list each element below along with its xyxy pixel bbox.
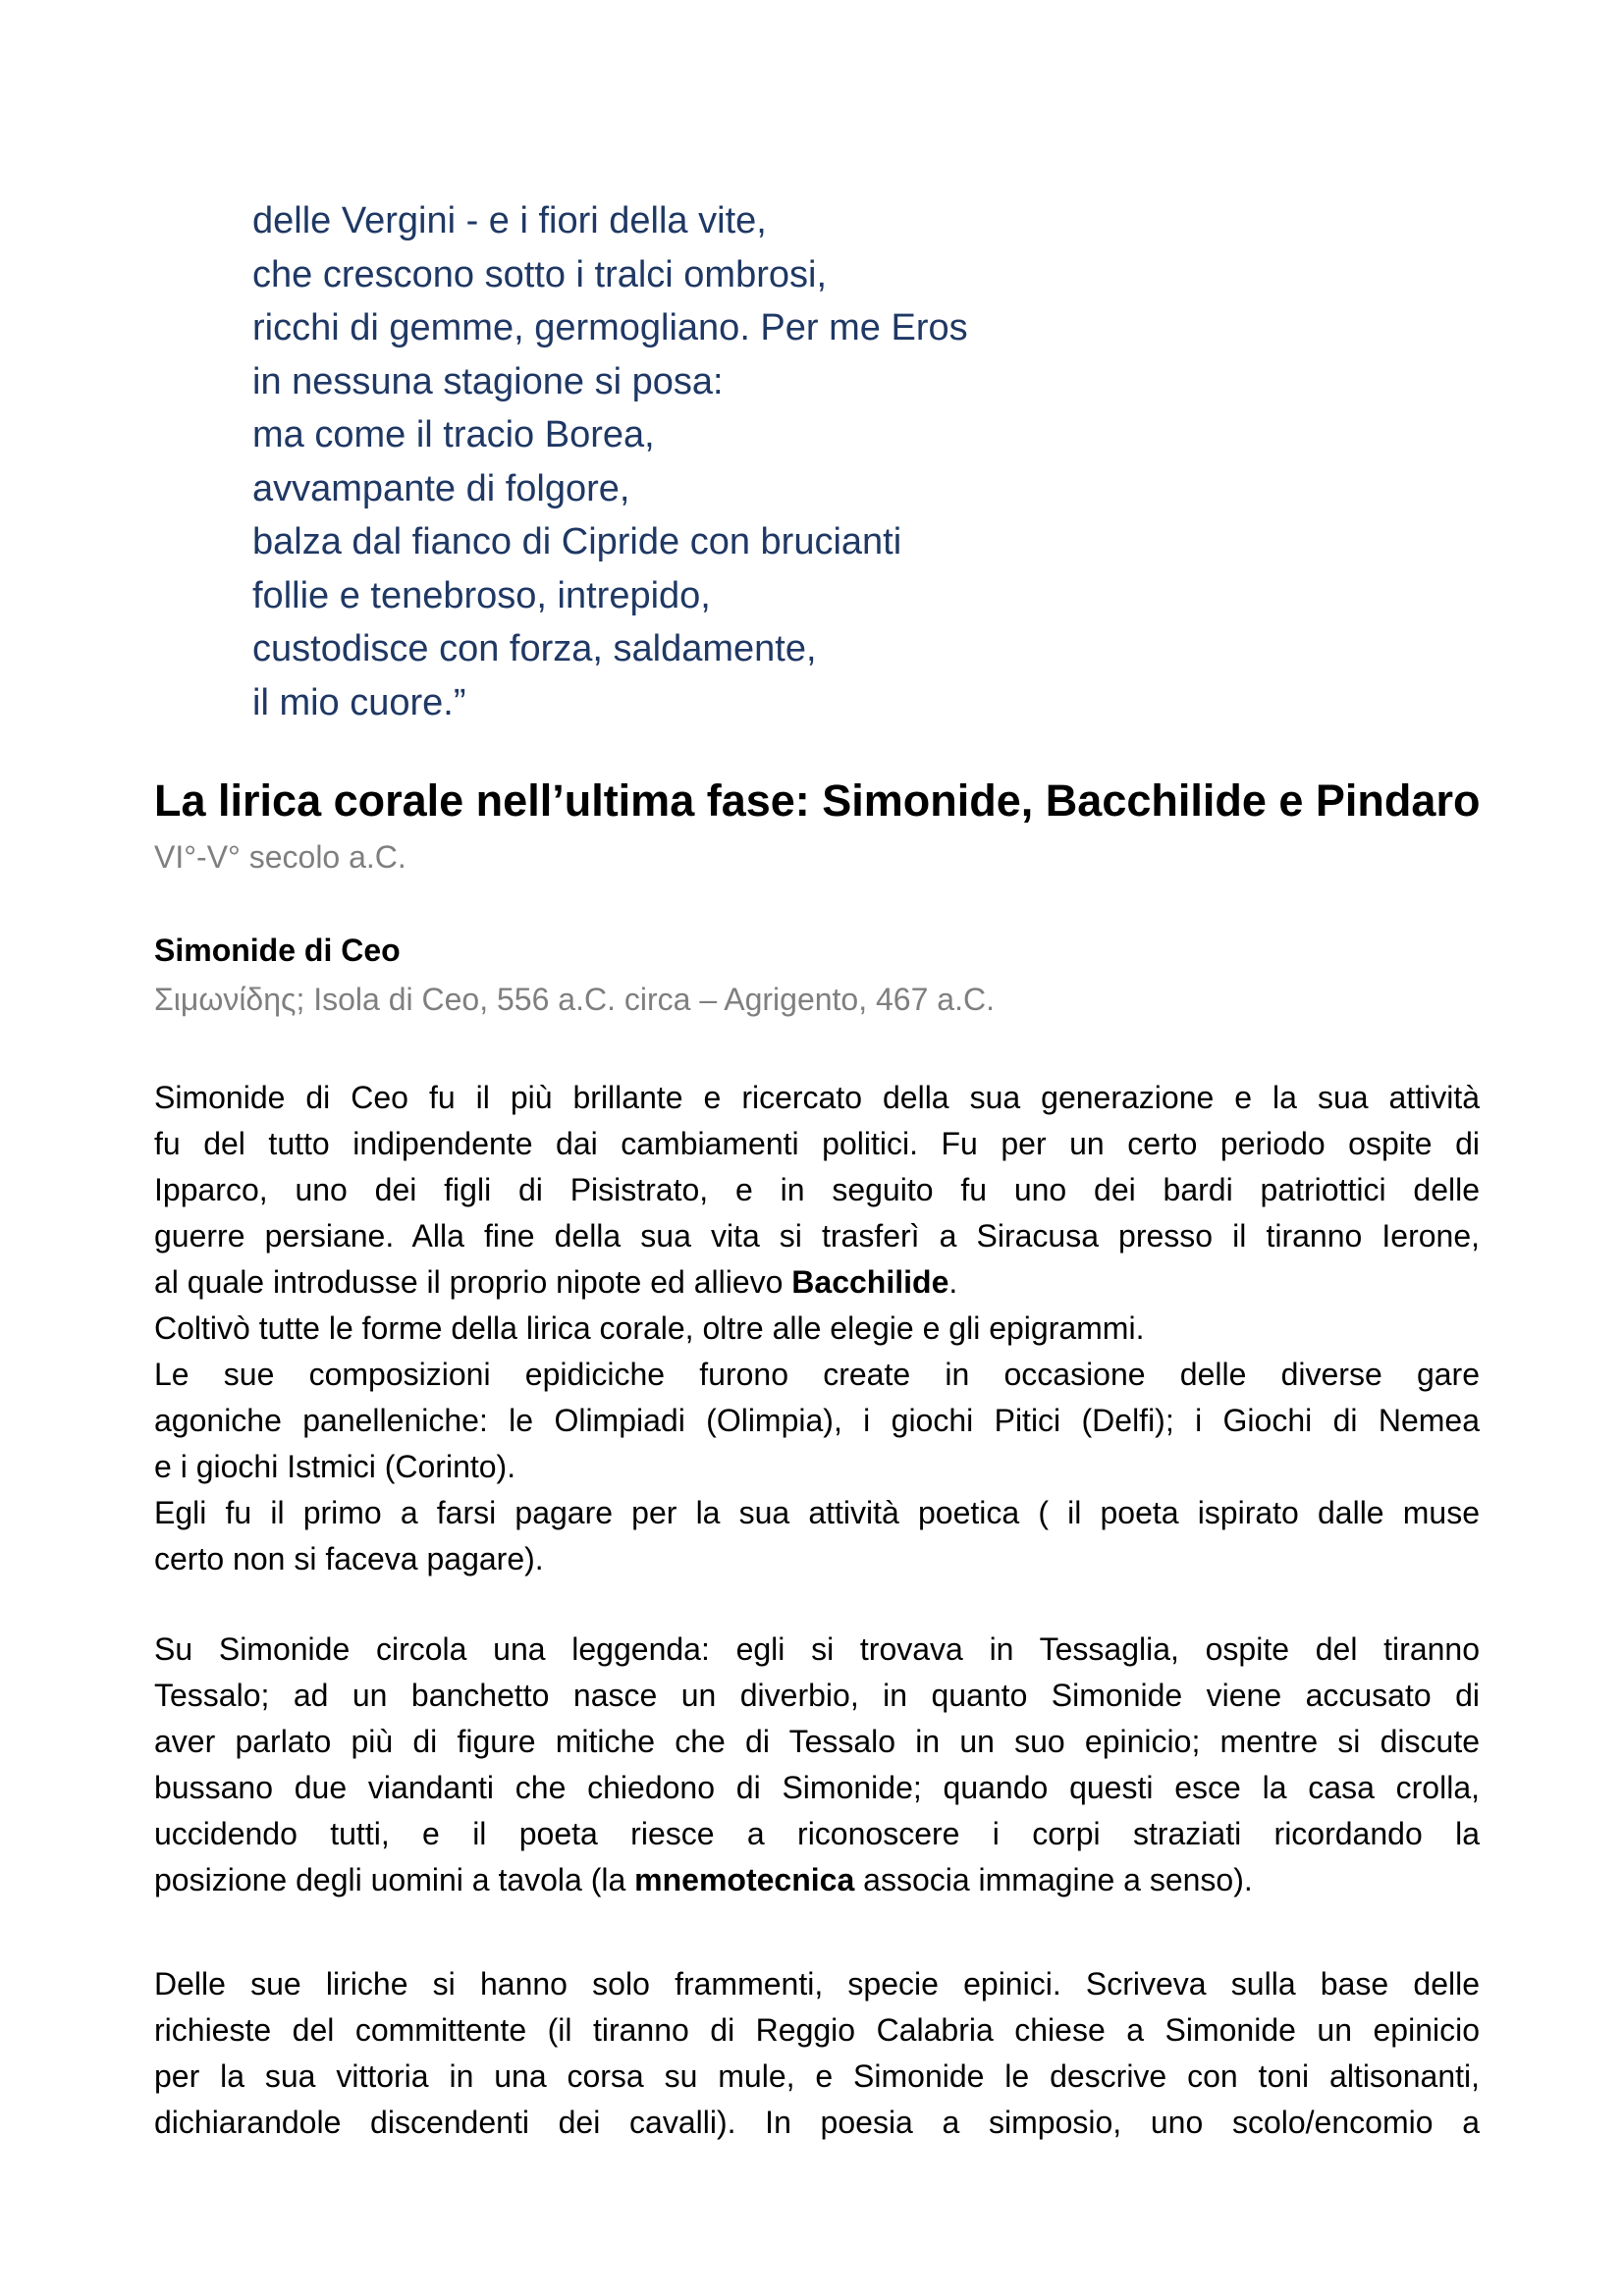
paragraph-line: guerre persiane. Alla fine della sua vita si trasferì a Siracusa presso il tiranno Ierone,: [154, 1218, 1480, 1254]
paragraph-line: Tessalo; ad un banchetto nasce un diverbio, in quanto Simonide viene accusato di: [154, 1678, 1480, 1713]
paragraph-line: Ipparco, uno dei figli di Pisistrato, e in seguito fu uno dei bardi patriottici delle: [154, 1172, 1480, 1207]
paragraph-line: Su Simonide circola una leggenda: egli si trovava in Tessaglia, ospite del tiranno: [154, 1631, 1480, 1667]
poem-line: balza dal fianco di Cipride con brucianti: [252, 521, 902, 562]
paragraph-line: certo non si faceva pagare).: [154, 1541, 544, 1576]
paragraph-line: per la sua vittoria in una corsa su mule, e Simonide le descrive con toni altisonanti,: [154, 2058, 1480, 2094]
poem-line: ricchi di gemme, germogliano. Per me Eros: [252, 307, 968, 348]
paragraph-biography: [154, 1075, 1480, 1582]
poem-line: il mio cuore.”: [252, 681, 466, 723]
bold-term-bacchilide: Bacchilide: [791, 1264, 949, 1300]
poem-line: che crescono sotto i tralci ombrosi,: [252, 253, 828, 295]
poem-line: custodisce con forza, saldamente,: [252, 628, 817, 669]
poem-line: follie e tenebroso, intrepido,: [252, 574, 711, 616]
text-run: al quale introdusse il proprio nipote ed allievo: [154, 1264, 792, 1300]
paragraph-line: aver parlato più di figure mitiche che di Tessalo in un suo epinicio; mentre si discute: [154, 1724, 1480, 1759]
paragraph-line: [154, 1857, 1480, 1903]
paragraph-line: Simonide di Ceo fu il più brillante e ricercato della sua generazione e la sua attività: [154, 1080, 1480, 1115]
poem-line: in nessuna stagione si posa:: [252, 360, 724, 402]
poem-block: [252, 194, 968, 729]
text-run: posizione degli uomini a tavola (la: [154, 1862, 635, 1897]
paragraph-line: e i giochi Istmici (Corinto).: [154, 1449, 516, 1484]
poem-line: avvampante di folgore,: [252, 467, 630, 509]
paragraph-line: [154, 1259, 1480, 1306]
paragraph-line: Delle sue liriche si hanno solo frammenti, specie epinici. Scriveva sulla base delle: [154, 1966, 1480, 2002]
paragraph-line: Le sue composizioni epidiciche furono create in occasione delle diverse gare: [154, 1357, 1480, 1392]
paragraph-line: Coltivò tutte le forme della lirica corale, oltre alle elegie e gli epigrammi.: [154, 1310, 1145, 1346]
paragraph-line: fu del tutto indipendente dai cambiamenti politici. Fu per un certo periodo ospite di: [154, 1126, 1480, 1161]
paragraph-line: Egli fu il primo a farsi pagare per la sua attività poetica ( il poeta ispirato dalle muse: [154, 1495, 1480, 1530]
bold-term-mnemotecnica: mnemotecnica: [634, 1862, 855, 1897]
paragraph-line: uccidendo tutti, e il poeta riesce a riconoscere i corpi straziati ricordando la: [154, 1816, 1480, 1851]
poem-line: delle Vergini - e i fiori della vite,: [252, 200, 767, 241]
section-title: La lirica corale nell’ultima fase: Simonide, Bacchilide e Pindaro: [154, 775, 1481, 826]
text-run: associa immagine a senso).: [854, 1862, 1253, 1897]
paragraph-line: dichiarandole discendenti dei cavalli). In poesia a simposio, uno scolo/encomio a: [154, 2105, 1480, 2140]
paragraph-legend: [154, 1627, 1480, 1903]
paragraph-line: agoniche panelleniche: le Olimpiadi (Olimpia), i giochi Pitici (Delfi); i Giochi di Nemea: [154, 1403, 1480, 1438]
paragraph-works: [154, 1961, 1480, 2146]
paragraph-line: bussano due viandanti che chiedono di Simonide; quando questi esce la casa crolla,: [154, 1770, 1480, 1805]
section-subtitle: VI°-V° secolo a.C.: [154, 839, 406, 875]
text-run: .: [948, 1264, 958, 1300]
author-info: Σιμωνίδης; Isola di Ceo, 556 a.C. circa – Agrigento, 467 a.C.: [154, 982, 995, 1017]
author-name: Simonide di Ceo: [154, 933, 401, 968]
paragraph-line: richieste del committente (il tiranno di Reggio Calabria chiese a Simonide un epinicio: [154, 2012, 1480, 2048]
poem-line: ma come il tracio Borea,: [252, 414, 655, 455]
